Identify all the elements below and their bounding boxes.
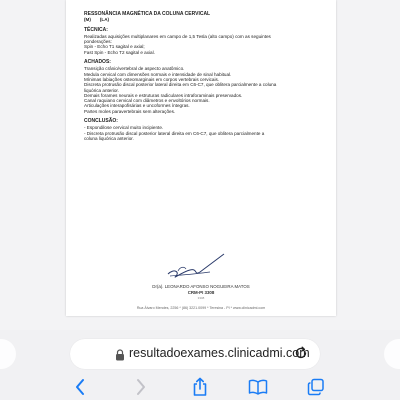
next-tab-fragment[interactable] bbox=[384, 339, 400, 369]
conclusion-heading: CONCLUSÃO: bbox=[84, 118, 118, 125]
bookmarks-button[interactable] bbox=[244, 374, 272, 400]
technique-line: ponderações: bbox=[84, 39, 112, 45]
share-button[interactable] bbox=[186, 374, 214, 400]
patient-initials: (LA) bbox=[99, 17, 110, 23]
finding-line: Partes moles paravertebrais sem alterações. bbox=[84, 108, 176, 114]
doctor-crm: CRM-PI 3308 bbox=[187, 290, 215, 295]
finding-line: Canal raquiano cervical com diâmetros e envoltórios normais. bbox=[84, 98, 210, 104]
report-title: RESSONÂNCIA MAGNÉTICA DA COLUNA CERVICAL bbox=[84, 11, 211, 17]
finding-line: Demais forames neurais e estruturas radiculares intraforaminais preservados. bbox=[84, 92, 243, 98]
doctor-name: Dr(a). LEONARDO AFONSO NOGUEIRA MATOS bbox=[152, 284, 250, 289]
finding-line: Transição crânio/vertebral de aspecto anatômico. bbox=[84, 66, 185, 72]
finding-line: Mínimas labiações osteomarginais em corpos vertebrais cervicais. bbox=[84, 76, 220, 82]
crm-small: 3308 bbox=[197, 296, 205, 300]
finding-line: Articulações interapofisárias e uncoformes íntegras. bbox=[84, 103, 190, 109]
finding-line: liquórica anterior. bbox=[84, 87, 119, 93]
bookmarks-icon bbox=[248, 379, 268, 395]
conclusion-section bbox=[84, 125, 318, 141]
address-bar[interactable] bbox=[70, 339, 320, 369]
back-icon bbox=[74, 378, 86, 396]
back-button[interactable] bbox=[66, 374, 94, 400]
reload-icon[interactable] bbox=[294, 346, 308, 365]
technique-line: Realizadas aquisições multiplanares em campo de 1,5 Tesla (alto campo) com as seguintes bbox=[84, 33, 271, 39]
technique-section bbox=[84, 34, 318, 55]
conclusion-line: coluna liquórica anterior. bbox=[84, 135, 134, 141]
safari-bottom-bar bbox=[0, 330, 400, 400]
findings-section bbox=[84, 66, 318, 114]
clinic-footer: Rua Álvaro Mendes, 2256 * (86) 3221.0099 * Teresina - PI * www.clinicadmi.com bbox=[136, 306, 266, 310]
signature-image bbox=[160, 250, 230, 282]
share-icon bbox=[192, 377, 208, 397]
tabs-icon bbox=[307, 378, 325, 396]
forward-button[interactable] bbox=[127, 374, 155, 400]
findings-heading: ACHADOS: bbox=[84, 59, 111, 66]
patient-sex: (M) bbox=[84, 17, 91, 23]
conclusion-line: - Espondilose cervical muito incipiente. bbox=[84, 125, 164, 131]
finding-line: Medula cervical com dimensões normais e intensidade de sinal habitual. bbox=[84, 71, 232, 77]
patient-line bbox=[84, 17, 318, 22]
forward-icon bbox=[135, 378, 147, 396]
technique-line: Fast Spin - Echo T2 sagital e axial. bbox=[84, 49, 155, 55]
technique-line: Spin - Echo T1 sagital e axial; bbox=[84, 44, 145, 50]
browser-toolbar bbox=[0, 374, 400, 400]
report-page bbox=[66, 0, 336, 316]
technique-heading: TÉCNICA: bbox=[84, 26, 108, 33]
url-text[interactable]: resultadoexames.clinicadmi.com bbox=[129, 346, 310, 360]
previous-tab-fragment[interactable] bbox=[0, 339, 16, 369]
finding-line: Discreta protrusão discal posterior lateral direita em C6-C7, que oblitera parcialmente a coluna bbox=[84, 82, 277, 88]
conclusion-line: - Discreta protrusão discal posterior lateral direita em C6-C7, que oblitera parcialmente a bbox=[84, 130, 265, 136]
lock-icon bbox=[115, 348, 125, 366]
tabs-button[interactable] bbox=[302, 374, 330, 400]
